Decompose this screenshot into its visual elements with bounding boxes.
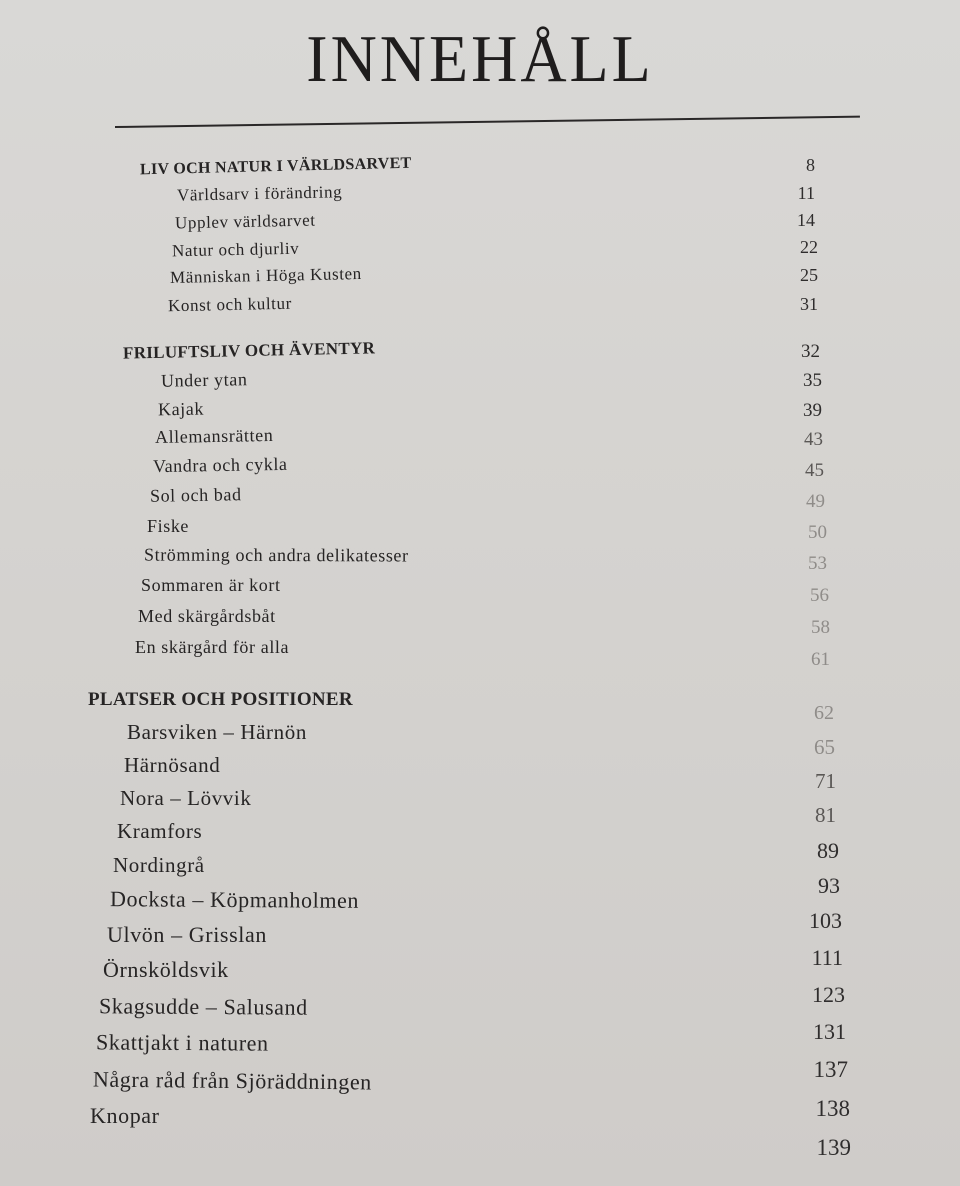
toc-item: Skagsudde – Salusand [98,993,308,1020]
section-heading: LIV OCH NATUR I VÄRLDSARVET [139,154,412,179]
page-number: 58 [811,617,830,638]
toc-item: Skattjakt i naturen [95,1029,269,1056]
page-number: 45 [805,460,824,481]
page-number: 50 [808,522,827,543]
toc-item: Världsarv i förändring [176,182,343,205]
page-number: 11 [797,183,815,203]
page-number: 43 [804,429,823,450]
page-number: 111 [811,945,843,970]
page-number: 138 [815,1096,850,1121]
page-number: 89 [817,838,839,863]
toc-item: Barsviken – Härnön [127,720,307,744]
toc-item: Docksta – Köpmanholmen [109,886,360,913]
page-number: 49 [806,491,825,512]
page-number: 35 [803,370,822,391]
toc-item: Härnösand [124,753,221,777]
page-number: 53 [808,553,827,574]
toc-item: Sommaren är kort [141,575,281,595]
toc-item: Örnsköldsvik [103,957,229,982]
page-number: 93 [818,873,840,898]
toc-item: Knopar [90,1103,160,1128]
page-number: 71 [815,769,836,793]
toc-item: Med skärgårdsbåt [138,606,276,626]
page-number: 62 [814,702,834,724]
toc-item: Allemansrätten [154,424,274,448]
toc-item: Människan i Höga Kusten [169,263,362,288]
page-number: 131 [813,1019,846,1044]
page-number: 25 [800,265,818,285]
page-number: 103 [809,908,842,933]
toc-item: Konst och kultur [167,293,293,316]
toc-item: Ulvön – Grisslan [107,922,267,947]
page-number: 31 [800,294,818,314]
page-title: INNEHÅLL [306,21,654,96]
toc-item: Kramfors [117,819,203,843]
page-number: 139 [816,1135,851,1160]
section-heading: PLATSER OCH POSITIONER [88,689,353,710]
toc-item: Nordingrå [113,853,205,877]
page-number: 8 [806,155,815,175]
toc-item: Natur och djurliv [171,238,300,261]
title-divider [115,116,860,128]
toc-item: Vandra och cykla [152,453,288,477]
page-number: 137 [813,1057,848,1082]
toc-item: Fiske [147,516,190,536]
page-number: 56 [810,585,829,606]
page-number: 32 [801,341,820,362]
page-number: 65 [814,735,835,759]
toc-item: Under ytan [160,369,248,391]
page-number: 123 [812,982,845,1007]
toc-item: Nora – Lövvik [120,786,252,810]
page-number: 81 [815,803,836,827]
page-number: 22 [800,237,818,257]
page-number: 39 [803,400,822,421]
toc-item: Upplev världsarvet [174,210,316,233]
toc-item: Några råd från Sjöräddningen [92,1066,373,1095]
page-number: 61 [811,649,830,670]
toc-item: Kajak [157,398,205,420]
section-heading: FRILUFTSLIV OCH ÄVENTYR [122,338,376,363]
toc-item: Strömming och andra delikatesser [143,544,409,566]
toc-item: Sol och bad [149,484,242,506]
toc-item: En skärgård för alla [135,637,290,657]
page-number: 14 [797,210,815,230]
